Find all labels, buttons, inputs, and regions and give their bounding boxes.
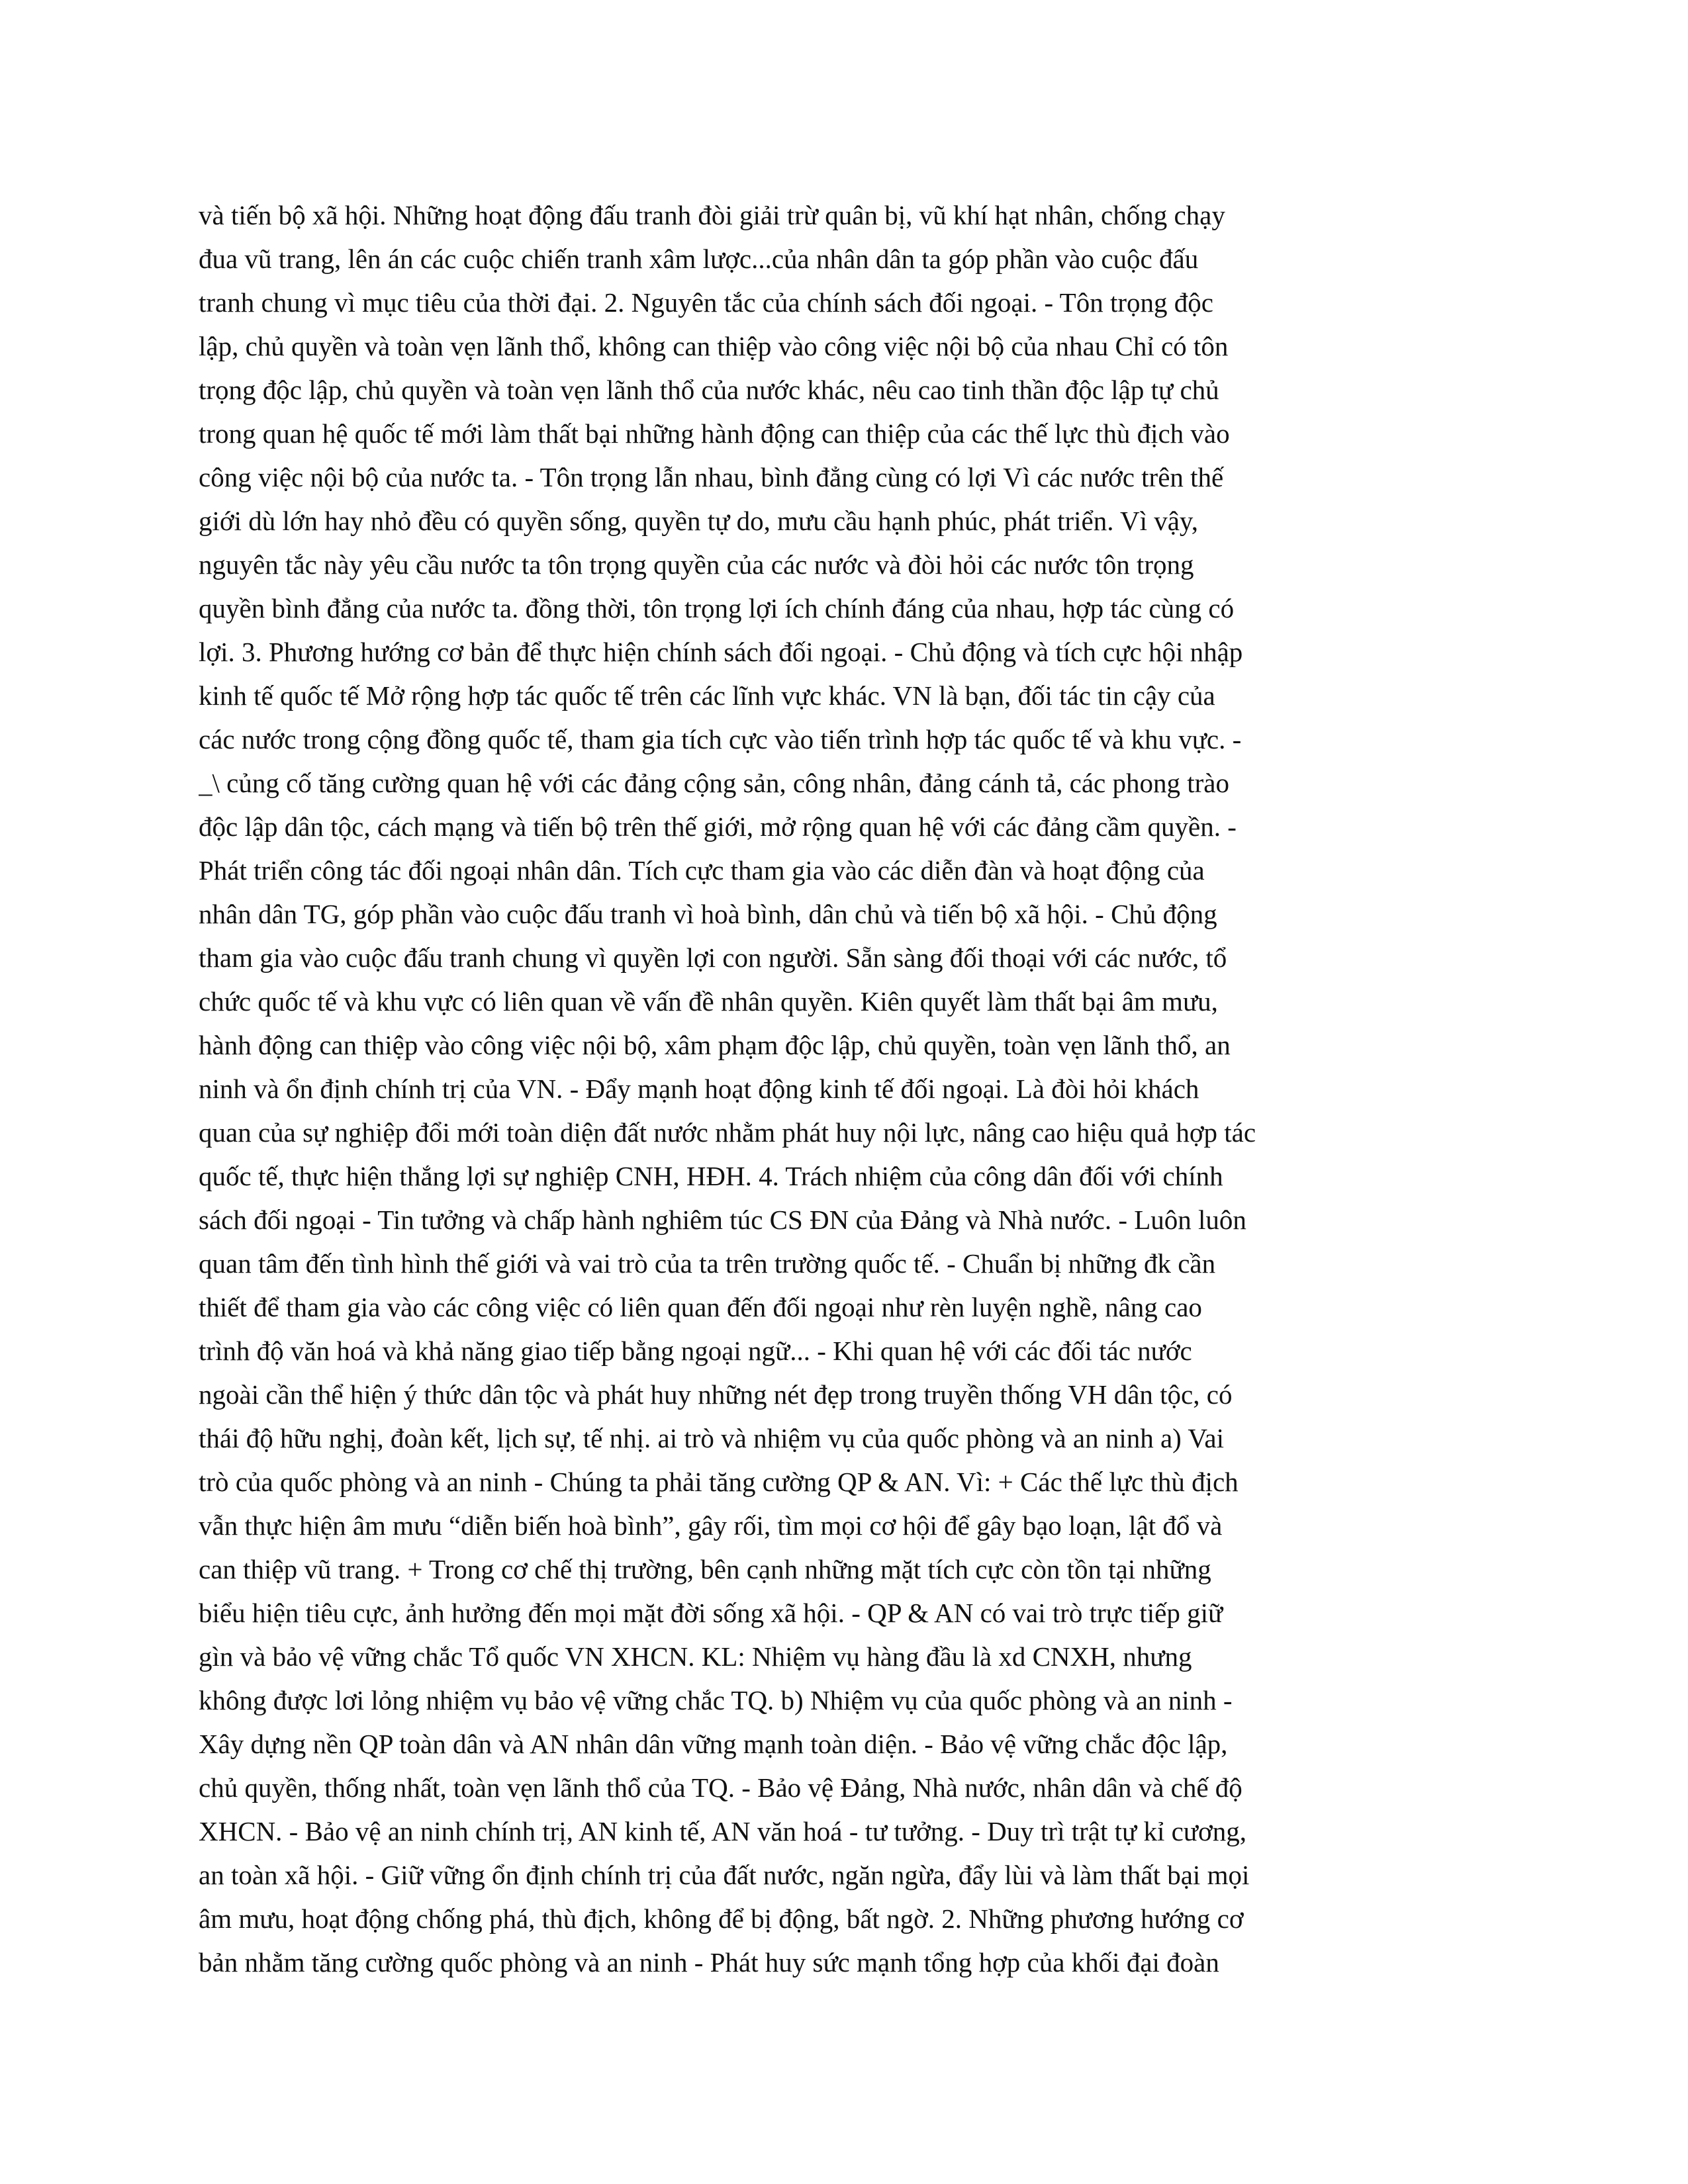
text-line: các nước trong cộng đồng quốc tế, tham gia tích cực vào tiến trình hợp tác quốc tế và khu vực. -	[199, 724, 1242, 754]
text-line: kinh tế quốc tế Mở rộng hợp tác quốc tế trên các lĩnh vực khác. VN là bạn, đối tác tin cậy của	[199, 680, 1215, 711]
text-line: can thiệp vũ trang. + Trong cơ chế thị trường, bên cạnh những mặt tích cực còn tồn tại những	[199, 1554, 1211, 1584]
text-line: độc lập dân tộc, cách mạng và tiến bộ trên thế giới, mở rộng quan hệ với các đảng cầm quyền. -	[199, 811, 1237, 842]
body-text	[199, 193, 1489, 1984]
text-line: quốc tế, thực hiện thắng lợi sự nghiệp CNH, HĐH. 4. Trách nhiệm của công dân đối với chính	[199, 1161, 1223, 1191]
text-line: tranh chung vì mục tiêu của thời đại. 2. Nguyên tắc của chính sách đối ngoại. - Tôn trọng độc	[199, 287, 1213, 318]
text-line: _\ củng cố tăng cường quan hệ với các đảng cộng sản, công nhân, đảng cánh tả, các phong trào	[199, 768, 1229, 798]
text-line: an toàn xã hội. - Giữ vững ổn định chính trị của đất nước, ngăn ngừa, đẩy lùi và làm thất bại mọi	[199, 1860, 1250, 1890]
text-line: và tiến bộ xã hội. Những hoạt động đấu tranh đòi giải trừ quân bị, vũ khí hạt nhân, chống chạy	[199, 200, 1225, 230]
text-line: Xây dựng nền QP toàn dân và AN nhân dân vững mạnh toàn diện. - Bảo vệ vững chắc độc lập,	[199, 1729, 1228, 1759]
text-line: tham gia vào cuộc đấu tranh chung vì quyền lợi con người. Sẵn sàng đối thoại với các nước, tổ	[199, 942, 1227, 973]
text-line: nguyên tắc này yêu cầu nước ta tôn trọng quyền của các nước và đòi hỏi các nước tôn trọng	[199, 549, 1194, 580]
text-line: trong quan hệ quốc tế mới làm thất bại những hành động can thiệp của các thế lực thù địch vào	[199, 418, 1230, 449]
text-line: bản nhằm tăng cường quốc phòng và an ninh - Phát huy sức mạnh tổng hợp của khối đại đoàn	[199, 1947, 1219, 1978]
text-line: không được lơi lỏng nhiệm vụ bảo vệ vững chắc TQ. b) Nhiệm vụ của quốc phòng và an ninh -	[199, 1685, 1233, 1715]
text-line: biểu hiện tiêu cực, ảnh hưởng đến mọi mặt đời sống xã hội. - QP & AN có vai trò trực tiếp giữ	[199, 1598, 1223, 1628]
text-line: XHCN. - Bảo vệ an ninh chính trị, AN kinh tế, AN văn hoá - tư tưởng. - Duy trì trật tự kỉ cương,	[199, 1816, 1246, 1846]
text-line: đua vũ trang, lên án các cuộc chiến tranh xâm lược...của nhân dân ta góp phần vào cuộc đấu	[199, 244, 1199, 274]
text-line: giới dù lớn hay nhỏ đều có quyền sống, quyền tự do, mưu cầu hạnh phúc, phát triển. Vì vậy,	[199, 506, 1199, 536]
text-line: chức quốc tế và khu vực có liên quan về vấn đề nhân quyền. Kiên quyết làm thất bại âm mưu,	[199, 986, 1218, 1017]
text-line: trò của quốc phòng và an ninh - Chúng ta phải tăng cường QP & AN. Vì: + Các thế lực thù địch	[199, 1467, 1239, 1497]
text-line: quyền bình đẳng của nước ta. đồng thời, tôn trọng lợi ích chính đáng của nhau, hợp tác cùng có	[199, 593, 1235, 623]
text-line: trình độ văn hoá và khả năng giao tiếp bằng ngoại ngữ... - Khi quan hệ với các đối tác nước	[199, 1336, 1192, 1366]
text-line: công việc nội bộ của nước ta. - Tôn trọng lẫn nhau, bình đẳng cùng có lợi Vì các nước trên thế	[199, 462, 1224, 492]
text-line: sách đối ngoại - Tin tưởng và chấp hành nghiêm túc CS ĐN của Đảng và Nhà nước. - Luôn luôn	[199, 1205, 1246, 1235]
text-line: gìn và bảo vệ vững chắc Tổ quốc VN XHCN. KL: Nhiệm vụ hàng đầu là xd CNXH, nhưng	[199, 1641, 1192, 1672]
text-line: ngoài cần thể hiện ý thức dân tộc và phát huy những nét đẹp trong truyền thống VH dân tộc, có	[199, 1379, 1233, 1410]
text-line: ninh và ổn định chính trị của VN. - Đẩy mạnh hoạt động kinh tế đối ngoại. Là đòi hỏi khách	[199, 1073, 1199, 1104]
text-line: quan của sự nghiệp đổi mới toàn diện đất nước nhằm phát huy nội lực, nâng cao hiệu quả hợp tác	[199, 1117, 1256, 1148]
text-line: hành động can thiệp vào công việc nội bộ, xâm phạm độc lập, chủ quyền, toàn vẹn lãnh thổ, an	[199, 1030, 1231, 1060]
text-line: lợi. 3. Phương hướng cơ bản để thực hiện chính sách đối ngoại. - Chủ động và tích cực hội nhập	[199, 637, 1243, 667]
text-line: lập, chủ quyền và toàn vẹn lãnh thổ, không can thiệp vào công việc nội bộ của nhau Chỉ có tôn	[199, 331, 1229, 361]
text-line: nhân dân TG, góp phần vào cuộc đấu tranh vì hoà bình, dân chủ và tiến bộ xã hội. - Chủ động	[199, 899, 1217, 929]
text-line: quan tâm đến tình hình thế giới và vai trò của ta trên trường quốc tế. - Chuẩn bị những đk cần	[199, 1248, 1216, 1279]
text-line: chủ quyền, thống nhất, toàn vẹn lãnh thổ của TQ. - Bảo vệ Đảng, Nhà nước, nhân dân và chế độ	[199, 1772, 1243, 1803]
text-line: thiết để tham gia vào các công việc có liên quan đến đối ngoại như rèn luyện nghề, nâng cao	[199, 1292, 1202, 1322]
text-line: âm mưu, hoạt động chống phá, thù địch, không để bị động, bất ngờ. 2. Những phương hướng cơ	[199, 1903, 1244, 1934]
text-line: Phát triển công tác đối ngoại nhân dân. Tích cực tham gia vào các diễn đàn và hoạt động của	[199, 855, 1205, 886]
text-line: thái độ hữu nghị, đoàn kết, lịch sự, tế nhị. ai trò và nhiệm vụ của quốc phòng và an ninh a) Vai	[199, 1423, 1224, 1453]
text-line: trọng độc lập, chủ quyền và toàn vẹn lãnh thổ của nước khác, nêu cao tinh thần độc lập tự chủ	[199, 375, 1219, 405]
text-line: vẫn thực hiện âm mưu “diễn biến hoà bình”, gây rối, tìm mọi cơ hội để gây bạo loạn, lật đổ và	[199, 1510, 1223, 1541]
